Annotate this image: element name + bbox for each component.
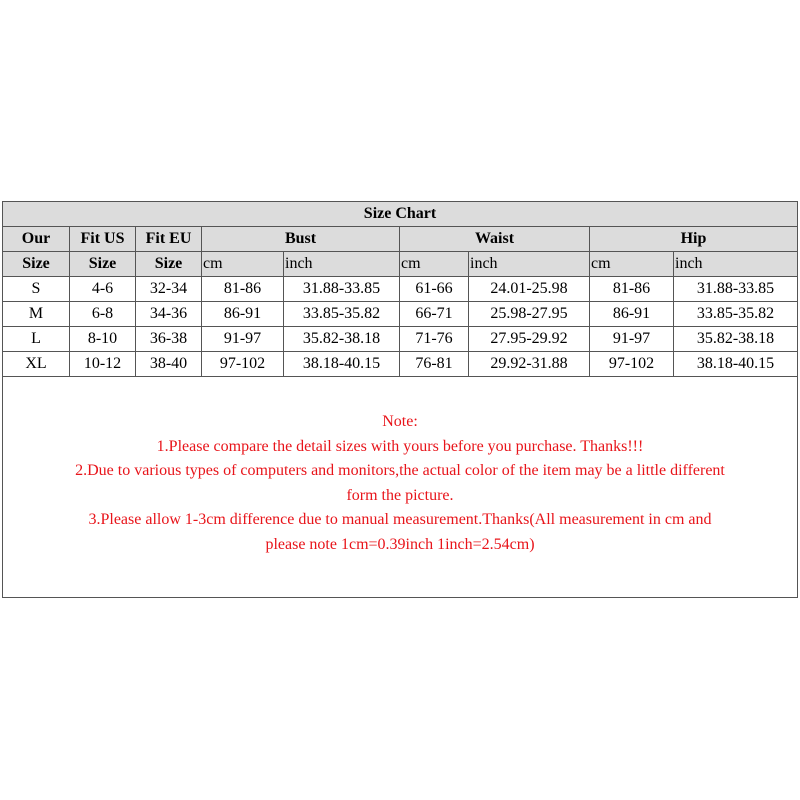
table-row: [3, 352, 798, 377]
us-cell: 4-6: [70, 277, 136, 302]
note-heading: Note:: [382, 413, 418, 430]
waist-cm-cell: 61-66: [400, 277, 469, 302]
us-cell: 10-12: [70, 352, 136, 377]
note-line: 3.Please allow 1-3cm difference due to manual measurement.Thanks(All measurement in cm and: [88, 511, 712, 528]
eu-cell: 32-34: [136, 277, 202, 302]
size-cell: M: [3, 302, 70, 327]
bust-cm-header: cm: [202, 252, 284, 277]
header-our: Our: [3, 227, 70, 252]
hip-inch-cell: 31.88-33.85: [674, 277, 798, 302]
hip-cm-cell: 86-91: [590, 302, 674, 327]
header-our-size: Size: [3, 252, 70, 277]
header-hip: Hip: [590, 227, 798, 252]
size-cell: XL: [3, 352, 70, 377]
bust-cm-cell: 81-86: [202, 277, 284, 302]
eu-cell: 36-38: [136, 327, 202, 352]
hip-inch-cell: 35.82-38.18: [674, 327, 798, 352]
bust-inch-header: inch: [284, 252, 400, 277]
header-fit-eu-size: Size: [136, 252, 202, 277]
header-fit-us: Fit US: [70, 227, 136, 252]
hip-cm-header: cm: [590, 252, 674, 277]
header-bust: Bust: [202, 227, 400, 252]
size-chart-table: [2, 201, 798, 377]
table-title: Size Chart: [3, 202, 798, 227]
hip-cm-cell: 97-102: [590, 352, 674, 377]
hip-cm-cell: 81-86: [590, 277, 674, 302]
note-line: 2.Due to various types of computers and monitors,the actual color of the item may be a little different: [75, 462, 725, 479]
size-chart-panel: [2, 201, 798, 598]
waist-inch-cell: 29.92-31.88: [469, 352, 590, 377]
waist-inch-header: inch: [469, 252, 590, 277]
us-cell: 8-10: [70, 327, 136, 352]
note-line: please note 1cm=0.39inch 1inch=2.54cm): [265, 535, 535, 553]
bust-inch-cell: 31.88-33.85: [284, 277, 400, 302]
hip-inch-cell: 33.85-35.82: [674, 302, 798, 327]
table-row: [3, 327, 798, 352]
note-line: 1.Please compare the detail sizes with yours before you purchase. Thanks!!!: [156, 437, 644, 455]
waist-inch-cell: 25.98-27.95: [469, 302, 590, 327]
bust-cm-cell: 86-91: [202, 302, 284, 327]
bust-inch-cell: 33.85-35.82: [284, 302, 400, 327]
size-cell: L: [3, 327, 70, 352]
waist-cm-header: cm: [400, 252, 469, 277]
bust-inch-cell: 38.18-40.15: [284, 352, 400, 377]
waist-inch-cell: 27.95-29.92: [469, 327, 590, 352]
waist-inch-cell: 24.01-25.98: [469, 277, 590, 302]
waist-cm-cell: 66-71: [400, 302, 469, 327]
bust-inch-cell: 35.82-38.18: [284, 327, 400, 352]
size-cell: S: [3, 277, 70, 302]
header-fit-eu: Fit EU: [136, 227, 202, 252]
hip-inch-cell: 38.18-40.15: [674, 352, 798, 377]
waist-cm-cell: 71-76: [400, 327, 469, 352]
note-line: form the picture.: [346, 486, 454, 504]
hip-inch-header: inch: [674, 252, 798, 277]
table-row: [3, 302, 798, 327]
us-cell: 6-8: [70, 302, 136, 327]
notes-section: [3, 410, 797, 557]
waist-cm-cell: 76-81: [400, 352, 469, 377]
table-row: [3, 277, 798, 302]
eu-cell: 38-40: [136, 352, 202, 377]
hip-cm-cell: 91-97: [590, 327, 674, 352]
bust-cm-cell: 91-97: [202, 327, 284, 352]
eu-cell: 34-36: [136, 302, 202, 327]
header-waist: Waist: [400, 227, 590, 252]
header-fit-us-size: Size: [70, 252, 136, 277]
bust-cm-cell: 97-102: [202, 352, 284, 377]
